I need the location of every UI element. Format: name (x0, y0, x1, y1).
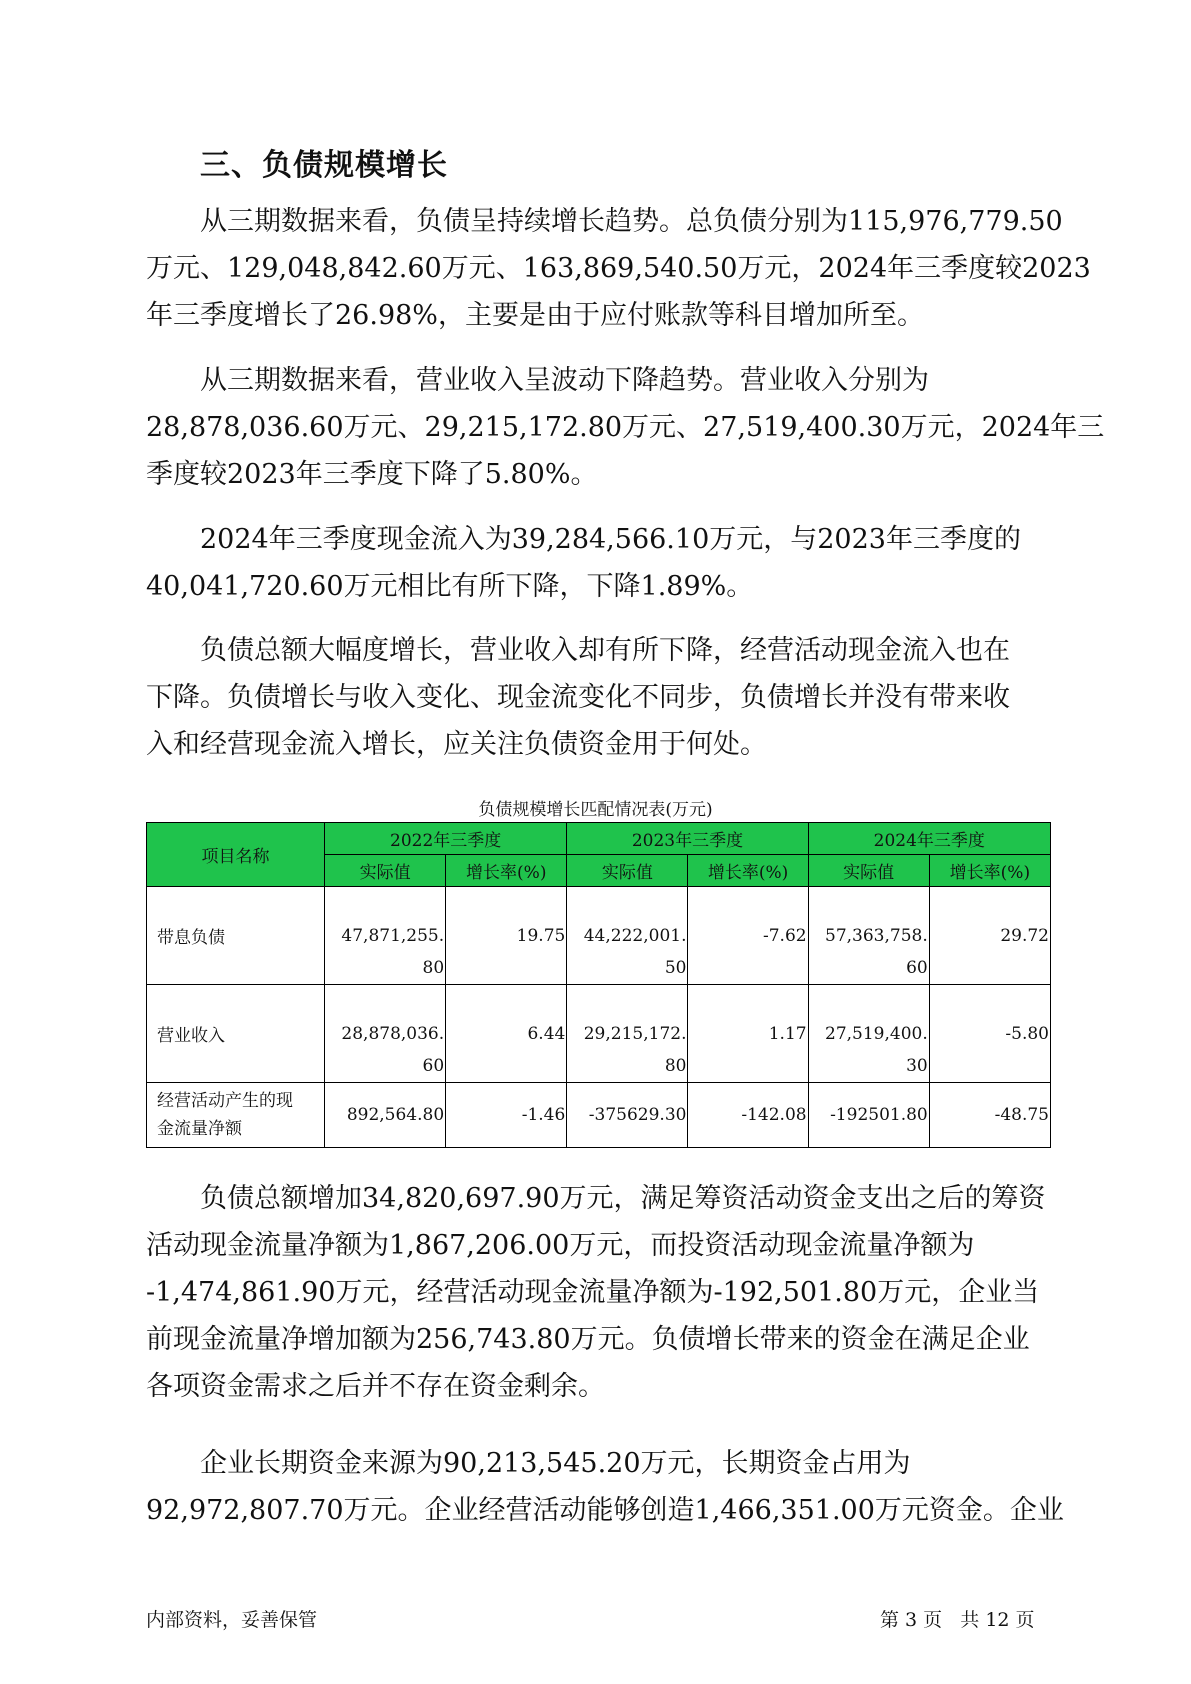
period-header: 2024年三季度 (808, 823, 1050, 855)
text-line: 活动现金流量净额为1,867,206.00万元，而投资活动现金流量净额为 (146, 1230, 975, 1261)
growth-rate-header: 增长率(%) (929, 855, 1050, 887)
text-line: 负债总额增加34,820,697.90万元，满足筹资活动资金支出之后的筹资 (200, 1183, 1046, 1214)
footer-page-number: 第 3 页 共 12 页 (880, 1609, 1035, 1631)
table-row (147, 1083, 1051, 1148)
liability-matching-table (146, 822, 1051, 1148)
paragraph-analysis (146, 627, 1046, 768)
value-part: 28,878,036. (341, 1024, 445, 1044)
text-line: 万元、129,048,842.60万元、163,869,540.50万元，2024年三季度较2023 (146, 253, 1091, 284)
section-heading: 三、负债规模增长 (200, 148, 448, 183)
value-part: 60 (422, 1056, 445, 1076)
actual-value-header: 实际值 (325, 855, 446, 887)
value-part: 30 (906, 1056, 928, 1076)
cell-growth: 1.17 (688, 985, 808, 1083)
value-part: 27,519,400. (825, 1024, 928, 1044)
table-caption: 负债规模增长匹配情况表(万元) (478, 800, 713, 820)
paragraph-cash-inflow (146, 516, 1046, 610)
value-part: 50 (664, 958, 687, 978)
text-line: 下降。负债增长与收入变化、现金流变化不同步，负债增长并没有带来收 (146, 682, 1010, 713)
value-part: 80 (422, 958, 445, 978)
actual-value-header: 实际值 (567, 855, 688, 887)
paragraph-cash-flow (146, 1175, 1046, 1410)
cell-growth: -7.62 (688, 887, 808, 985)
cell-growth: -48.75 (929, 1083, 1050, 1148)
value-part: 60 (906, 958, 928, 978)
value-part: 47,871,255. (341, 926, 445, 946)
text-line: 前现金流量净增加额为256,743.80万元。负债增长带来的资金在满足企业 (146, 1324, 1030, 1355)
text-line: 从三期数据来看，营业收入呈波动下降趋势。营业收入分别为 (200, 365, 929, 396)
cell-growth: 6.44 (446, 985, 567, 1083)
label-part: 经营活动产生的现 (157, 1091, 293, 1111)
row-label: 营业收入 (147, 985, 325, 1083)
cell-value (808, 985, 929, 1083)
text-line: 从三期数据来看，负债呈持续增长趋势。总负债分别为115,976,779.50 (200, 206, 1063, 237)
period-header: 2023年三季度 (567, 823, 808, 855)
text-line: 季度较2023年三季度下降了5.80%。 (146, 459, 598, 490)
cell-value (808, 887, 929, 985)
item-name-header: 项目名称 (147, 823, 325, 887)
paragraph-revenue (146, 357, 1105, 498)
value-part: 44,222,001. (583, 926, 687, 946)
cell-value: 892,564.80 (325, 1083, 446, 1148)
footer-confidential: 内部资料，妥善保管 (146, 1609, 318, 1631)
cell-growth: -142.08 (688, 1083, 808, 1148)
growth-rate-header: 增长率(%) (688, 855, 808, 887)
text-line: 年三季度增长了26.98%，主要是由于应付账款等科目增加所至。 (146, 300, 924, 331)
cell-growth: -1.46 (446, 1083, 567, 1148)
cell-growth: -5.80 (929, 985, 1050, 1083)
row-label: 带息负债 (147, 887, 325, 985)
table-row (147, 887, 1051, 985)
text-line: 负债总额大幅度增长，营业收入却有所下降，经营活动现金流入也在 (200, 635, 1010, 666)
value-part: 29,215,172. (583, 1024, 687, 1044)
growth-rate-header: 增长率(%) (446, 855, 567, 887)
text-line: 各项资金需求之后并不存在资金剩余。 (146, 1371, 605, 1402)
period-header: 2022年三季度 (325, 823, 567, 855)
cell-value: -192501.80 (808, 1083, 929, 1148)
text-line: 40,041,720.60万元相比有所下降，下降1.89%。 (146, 571, 754, 602)
paragraph-liabilities (146, 198, 1091, 339)
text-line: 92,972,807.70万元。企业经营活动能够创造1,466,351.00万元资金。企业 (146, 1495, 1064, 1526)
label-part: 金流量净额 (157, 1119, 242, 1139)
text-line: 入和经营现金流入增长，应关注负债资金用于何处。 (146, 729, 767, 760)
text-line: -1,474,861.90万元，经营活动现金流量净额为-192,501.80万元，企业当 (146, 1277, 1040, 1308)
text-line: 2024年三季度现金流入为39,284,566.10万元，与2023年三季度的 (200, 524, 1021, 555)
cell-value: -375629.30 (567, 1083, 688, 1148)
cell-value (567, 887, 688, 985)
row-label (147, 1083, 325, 1148)
cell-value (325, 887, 446, 985)
cell-value (325, 985, 446, 1083)
cell-growth: 19.75 (446, 887, 567, 985)
value-part: 80 (664, 1056, 687, 1076)
actual-value-header: 实际值 (808, 855, 929, 887)
text-line: 企业长期资金来源为90,213,545.20万元，长期资金占用为 (200, 1448, 911, 1479)
table-row (147, 985, 1051, 1083)
text-line: 28,878,036.60万元、29,215,172.80万元、27,519,400.30万元，2024年三 (146, 412, 1105, 443)
cell-growth: 29.72 (929, 887, 1050, 985)
cell-value (567, 985, 688, 1083)
value-part: 57,363,758. (825, 926, 928, 946)
paragraph-long-term-funds (146, 1440, 1064, 1534)
